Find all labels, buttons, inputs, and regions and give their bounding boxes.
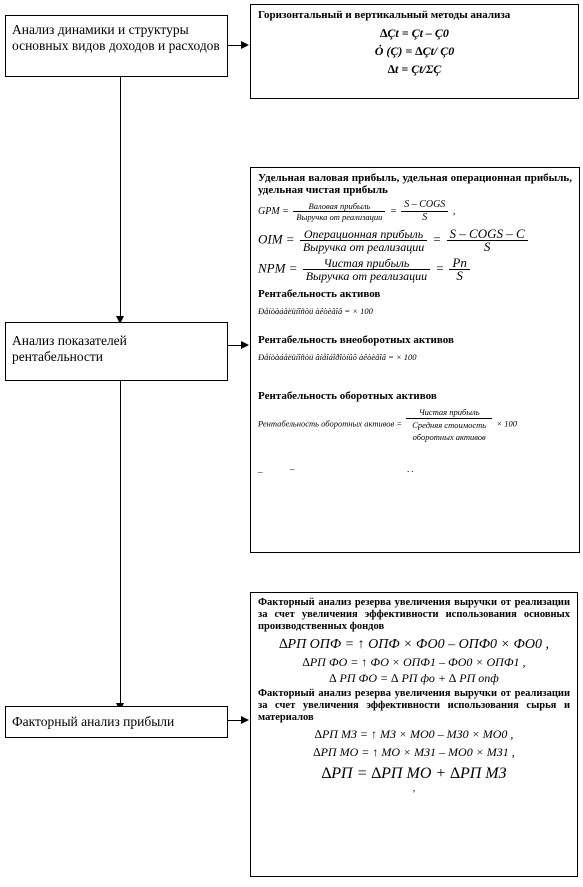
roca-title: Рентабельность оборотных активов (258, 390, 437, 402)
gpm-eq: = (389, 205, 397, 217)
formula-drp-sum-1: ∆ РП ФО = ∆ РП фо + ∆ РП опф (329, 671, 499, 685)
oim-formula (258, 228, 572, 253)
box2-footer-marks: _ – .. (258, 464, 416, 474)
formula-drp-opf: ∆РП ОПФ = ↑ ОПФ × ФО0 – ОПФ0 × ФО0 , (278, 637, 550, 652)
roca-fraction (406, 406, 492, 443)
formula-drp-mz: ∆РП МЗ = ↑ МЗ × МО0 – МЗ0 × МО0 , (314, 727, 514, 741)
rva-title: Рентабельность внеоборотных активов (258, 334, 454, 346)
box1-title: Горизонтальный и вертикальный методы анализа (258, 9, 511, 21)
roa-assets-title: Рентабельность активов (258, 288, 381, 300)
oim-den: Выручка от реализации (302, 240, 425, 254)
oim-num: Операционная прибыль (300, 228, 427, 241)
roa-assets-formula: Ðåíòàáåëüíîñòü àêòèâîâ = × 100 (258, 306, 373, 316)
margins-heading: Удельная валовая прибыль, удельная операционная прибыль, удельная чистая прибыль (258, 172, 572, 196)
box-dynamics-structure (5, 15, 228, 77)
npm-eq: = (435, 260, 445, 276)
npm-num2: Pn (449, 257, 469, 270)
box-profitability (5, 322, 228, 381)
box-profitability-details (250, 167, 580, 553)
box-factor-details (250, 592, 578, 877)
oim-left: OIM = (258, 231, 295, 247)
arrow-line-3 (228, 720, 242, 721)
gpm-fraction (293, 201, 385, 222)
arrow-right-2 (241, 341, 249, 349)
npm-den2: S (456, 268, 463, 283)
arrow-right-1 (241, 41, 249, 49)
rva-formula: Ðåíòàáåëüíîñòü âíåîáîðîòíûõ àêòèâîâ = × 100 (258, 352, 417, 362)
formula-growth-rate: Ȯ (Ç) = ∆Çt/ Ç0 (374, 44, 455, 58)
formula-drp-fo: ∆РП ФО = ↑ ФО × ОПФ1 – ФО0 × ОПФ1 , (302, 655, 526, 669)
roca-formula (258, 406, 572, 443)
oim-fraction (300, 228, 427, 253)
gpm-tail: , (452, 205, 456, 217)
box-horizontal-vertical (250, 4, 579, 99)
npm-fraction (303, 257, 430, 282)
formula-abs-change: ∆Çt = Çt – Ç0 (380, 26, 449, 40)
gpm-den: Выручка от реализации (296, 212, 383, 222)
roca-den: Средняя стоимость оборотных активов (412, 420, 487, 442)
box-factor-label: Факторный анализ прибыли (12, 714, 175, 729)
oim-den2: S (483, 239, 491, 254)
formula-drp-sum-2: ∆РП = ∆РП МО + ∆РП МЗ (321, 765, 507, 782)
arrow-line-2 (228, 345, 242, 346)
gpm-num: Валовая прибыль (293, 201, 385, 212)
arrow-line-1 (228, 45, 242, 46)
gpm-formula (258, 199, 572, 224)
roca-num: Чистая прибыль (406, 406, 492, 419)
npm-num: Чистая прибыль (303, 257, 430, 270)
formula-share: ∆t = Çt/ΣÇ (387, 62, 442, 76)
arrow-right-3 (241, 716, 249, 724)
gpm-fraction-2 (401, 199, 448, 224)
oim-eq: = (432, 231, 442, 247)
vertical-connector-2 (120, 381, 121, 707)
box-profitability-label: Анализ показателей рентабельности (12, 333, 127, 364)
roca-left: Рентабельность оборотных активов = (258, 418, 403, 429)
factor-para-1: Факторный анализ резерва увеличения выручки от реализации за счет увеличения эффективности использования основных производственных фондов (258, 597, 570, 632)
npm-fraction-2 (449, 257, 469, 282)
npm-den: Выручка от реализации (305, 269, 428, 283)
factor-para-2: Факторный анализ резерва увеличения выручки от реализации за счет увеличения эффективности использования сырья и материалов (258, 688, 570, 723)
box-factor-analysis (5, 706, 228, 738)
gpm-left: GPM = (258, 205, 289, 217)
npm-formula (258, 257, 572, 282)
oim-num2: S – COGS – C (447, 228, 528, 241)
box-dynamics-label: Анализ динамики и структуры основных видов доходов и расходов (12, 22, 220, 53)
gpm-num2: S – COGS (401, 199, 448, 212)
npm-left: NPM = (258, 260, 298, 276)
roca-tail: × 100 (496, 418, 517, 429)
oim-fraction-2 (447, 228, 528, 253)
gpm-den2: S (422, 212, 428, 223)
formula-drp-mo: ∆РП МО = ↑ МО × МЗ1 – МО0 × МЗ1 , (313, 745, 515, 759)
box3-tail: , (412, 783, 416, 794)
vertical-connector (120, 77, 121, 320)
